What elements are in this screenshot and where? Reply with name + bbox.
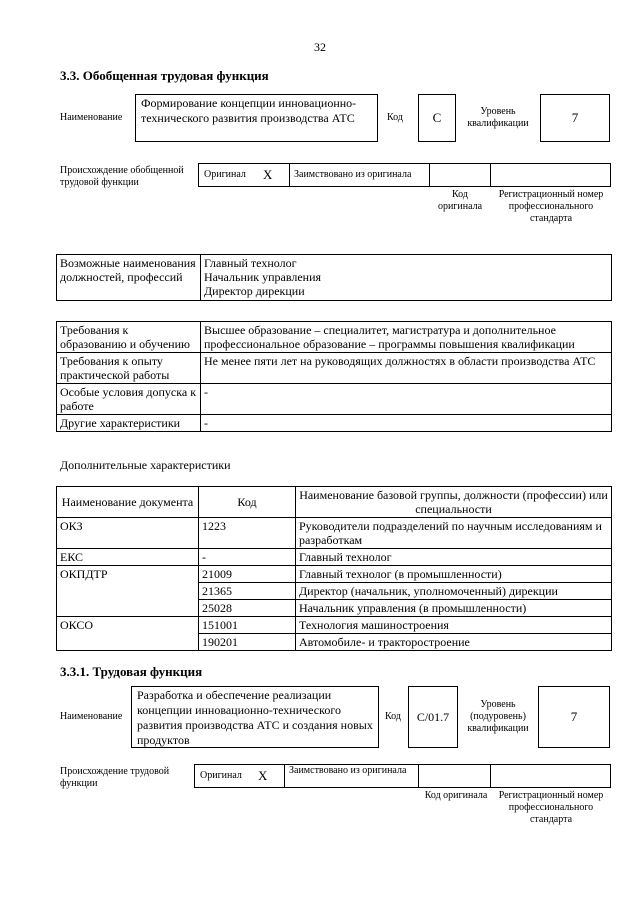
section-title: 3.3. Обобщенная трудовая функция bbox=[60, 68, 269, 83]
cell-code: 21365 bbox=[199, 583, 296, 600]
sub-reg-number-label: Регистрационный номер профессионального стандарта bbox=[498, 790, 604, 825]
requirement-row bbox=[57, 322, 612, 353]
header-name: Наименование базовой группы, должности (профессии) или специальности bbox=[296, 487, 612, 518]
position-item: Начальник управления bbox=[204, 270, 322, 284]
position-item: Директор дирекции bbox=[204, 284, 305, 298]
positions-table bbox=[56, 254, 612, 301]
cell-code: 25028 bbox=[199, 600, 296, 617]
cell-doc: ЕКС bbox=[57, 549, 199, 566]
cell-doc: ОКПДТР bbox=[57, 566, 199, 617]
table-row bbox=[57, 566, 612, 583]
name-label: Наименование bbox=[60, 112, 123, 123]
cell-name: Автомобиле- и тракторостроение bbox=[296, 634, 612, 651]
requirement-value: Высшее образование – специалитет, магистратура и дополнительное профессиональное образование – программы повышения квалификации bbox=[201, 322, 612, 353]
requirement-label: Требования к образованию и обучению bbox=[57, 322, 201, 353]
table-row bbox=[57, 617, 612, 634]
header-doc: Наименование документа bbox=[57, 487, 199, 518]
requirement-label: Другие характеристики bbox=[57, 415, 201, 432]
additional-table bbox=[56, 486, 612, 651]
reg-number-label: Регистрационный номер профессионального стандарта bbox=[498, 189, 604, 224]
sub-borrowed-label: Заимствовано из оригинала bbox=[289, 765, 407, 776]
sub-name-value: Разработка и обеспечение реализации концепции инновационно-технического развития производства АТС и создания новых продуктов bbox=[131, 686, 379, 748]
sub-code-value: С/01.7 bbox=[408, 686, 458, 748]
sub-code-original-label: Код оригинала bbox=[424, 790, 488, 801]
sub-origin-label: Происхождение трудовой функции bbox=[60, 766, 170, 789]
cell-code: 21009 bbox=[199, 566, 296, 583]
sub-name-label: Наименование bbox=[60, 711, 123, 722]
additional-title: Дополнительные характеристики bbox=[60, 458, 231, 472]
subsection-title: 3.3.1. Трудовая функция bbox=[60, 664, 203, 679]
original-label: Оригинал bbox=[204, 169, 246, 180]
code-value: С bbox=[418, 94, 456, 142]
code-original-label: Код оригинала bbox=[437, 189, 483, 212]
sub-original-mark: X bbox=[258, 768, 268, 783]
cell-name: Главный технолог (в промышленности) bbox=[296, 566, 612, 583]
cell-code: 190201 bbox=[199, 634, 296, 651]
cell-name: Главный технолог bbox=[296, 549, 612, 566]
cell-doc: ОКЗ bbox=[57, 518, 199, 549]
table-row bbox=[57, 518, 612, 549]
positions-values bbox=[201, 255, 612, 301]
cell-code: 151001 bbox=[199, 617, 296, 634]
cell-name: Директор (начальник, уполномоченный) дирекции bbox=[296, 583, 612, 600]
requirement-value: - bbox=[201, 384, 612, 415]
sub-code-label: Код bbox=[385, 711, 401, 722]
cell-name: Начальник управления (в промышленности) bbox=[296, 600, 612, 617]
requirement-row bbox=[57, 353, 612, 384]
original-mark: X bbox=[263, 167, 273, 182]
cell-doc: ОКСО bbox=[57, 617, 199, 651]
sub-original-label: Оригинал bbox=[200, 770, 242, 781]
level-label: Уровень квалификации bbox=[467, 106, 529, 129]
sub-level-label: Уровень (подуровень) квалификации bbox=[467, 699, 529, 734]
name-value: Формирование концепции инновационно-технического развития производства АТС bbox=[135, 94, 378, 142]
requirement-value: - bbox=[201, 415, 612, 432]
header-code: Код bbox=[199, 487, 296, 518]
page-number: 32 bbox=[314, 40, 326, 54]
positions-label: Возможные наименования должностей, профессий bbox=[57, 255, 201, 301]
requirement-row bbox=[57, 384, 612, 415]
position-item: Главный технолог bbox=[204, 256, 297, 270]
requirement-row bbox=[57, 415, 612, 432]
requirement-value: Не менее пяти лет на руководящих должностях в области производства АТС bbox=[201, 353, 612, 384]
code-label: Код bbox=[387, 112, 403, 123]
cell-code: - bbox=[199, 549, 296, 566]
borrowed-label: Заимствовано из оригинала bbox=[294, 169, 412, 180]
cell-name: Технология машиностроения bbox=[296, 617, 612, 634]
origin-label: Происхождение обобщенной трудовой функции bbox=[60, 165, 184, 188]
requirement-label: Требования к опыту практической работы bbox=[57, 353, 201, 384]
sub-level-value: 7 bbox=[538, 686, 610, 748]
level-value: 7 bbox=[540, 94, 610, 142]
requirements-table bbox=[56, 321, 612, 432]
cell-name: Руководители подразделений по научным исследованиям и разработкам bbox=[296, 518, 612, 549]
requirement-label: Особые условия допуска к работе bbox=[57, 384, 201, 415]
cell-code: 1223 bbox=[199, 518, 296, 549]
table-row bbox=[57, 549, 612, 566]
additional-header-row bbox=[57, 487, 612, 518]
